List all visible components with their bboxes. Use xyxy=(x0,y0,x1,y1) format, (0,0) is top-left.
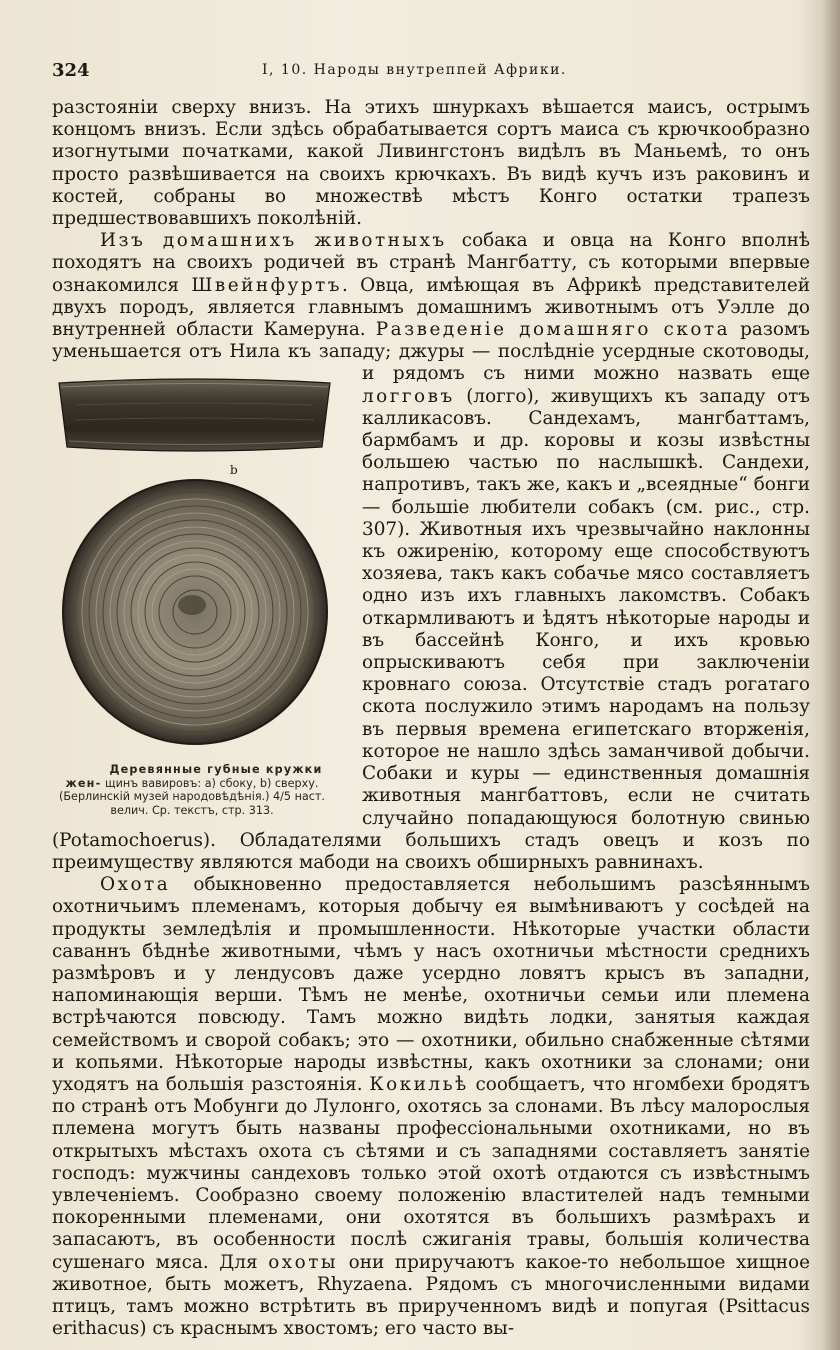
text-run: разомъ уменьшается отъ Нила къ западу; джуры — послѣдніе усердные скотоводы, и рядомъ съ ними можно назвать еще xyxy=(52,319,810,385)
page-number: 324 xyxy=(52,60,90,81)
caption-text: щинъ вавировъ: a) сбоку, b) сверху. (Берлинскій музей народовѣдѣнія.) 4/5 наст. велич. Ср. текстъ, стр. 313. xyxy=(59,776,325,817)
paragraph-1: разстояніи сверху внизъ. На этихъ шнуркахъ вѣшается маисъ, острымъ концомъ внизъ. Если здѣсь обрабатывается сортъ маиса съ крючкообразно изогнутыми початками, какой Ливингстонъ видѣлъ въ Маньемѣ, то онъ просто развѣшивается на своихъ крючкахъ. Въ видѣ кучъ изъ раковинъ и костей, собраны во множествѣ мѣстъ Конго остатки трапезъ предшествовавшихъ поколѣній. xyxy=(52,97,810,230)
emphasis-cattle-breeding: Разведеніе домашняго скота xyxy=(375,319,731,341)
emphasis-loggo: логговъ xyxy=(362,385,455,407)
lip-plug-side-view-image xyxy=(57,375,332,455)
text-run: . Овца, имѣющая въ Африкѣ представителей двухъ породъ, является главнымъ домашнимъ животнымъ отъ Уэлле до внутренней области Камеруна. xyxy=(52,274,810,341)
page-edge-shadow xyxy=(822,0,840,1350)
figure-lip-plugs xyxy=(52,365,342,821)
emphasis-hunting-2: охоты xyxy=(268,1251,339,1273)
caption-heading: Деревянные губные кружки жен- xyxy=(65,763,323,790)
emphasis-schweinfurth: Швейнфуртъ xyxy=(191,274,342,296)
page-header xyxy=(52,60,812,84)
emphasis-coquilhat: Кокильѣ xyxy=(369,1073,469,1095)
emphasis-domestic-animals: Изъ домашнихъ животныхъ xyxy=(100,230,447,252)
text-run: собака и овца на Конго вполнѣ походятъ на своихъ родичей въ странѣ Мангбатту, съ которыми впервые ознакомился xyxy=(52,230,810,296)
running-title: I, 10. Народы внутреппей Африки. xyxy=(262,62,567,78)
text-run: (логго), живущихъ къ западу отъ калликасовъ. Сандехамъ, мангбаттамъ, бармбамъ и др. коровы и козы извѣстны большею частью по наслышкѣ. Сандехи, напротивъ, такъ же, какъ и „всеядные“ бонги — большіе любители собакъ (см. рис., стр. 307). Животныя ихъ чрезвычайно наклонны къ ожиренію, которому еще способствуютъ хозяева, такъ какъ собачье мясо составляетъ одно изъ ихъ главныхъ лакомствъ. Собакъ откармливаютъ и ѣдятъ нѣкоторые народы и въ бассейнѣ Конго, и ихъ кровью опрыскиваютъ себя при заключеніи кровнаго союза. Отсутствіе стадъ рогатаго скота послужило этимъ народамъ на пользу въ первыя времена египетскаго вторженія, которое не нашло здѣсь заманчивой добычи. Собаки и куры — единственныя домашнія животныя мангбаттовъ, если не считать случайно попадающуюся болотную свинью (Potamochoerus). Обладателями большихъ стадъ овецъ и козъ по преимуществу являются мабоди на своихъ обширныхъ равнинахъ. xyxy=(52,385,810,873)
paragraph-2 xyxy=(52,230,810,874)
figure-caption xyxy=(52,763,332,817)
lip-plug-top-view-image xyxy=(60,477,330,747)
figure-label-b: b xyxy=(230,463,238,478)
paragraph-3 xyxy=(52,874,810,1340)
body-text xyxy=(52,97,810,1340)
emphasis-hunting: Охота xyxy=(100,874,171,896)
text-run: сообщаетъ, что нгомбехи бродятъ по странѣ отъ Мобунги до Лулонго, охотясь за слонами. Въ лѣсу малорослыя племена могутъ быть названы профессіональными охотниками, но въ открытыхъ мѣстахъ охота съ сѣтями и съ западнями составляетъ занятіе господъ: мужчины сандеховъ только этой охотѣ отдаются съ извѣстнымъ увлеченіемъ. Сообразно своему положенію властителей надъ темными покоренными племенами, они охотятся въ большихъ размѣрахъ и запасаютъ, въ особенности послѣ сжиганія травы, большія количества сушенаго мяса. Для xyxy=(52,1073,811,1273)
text-run: обыкновенно предоставляется небольшимъ разсѣяннымъ охотничьимъ племенамъ, которыя добычу ея вымѣниваютъ у сосѣдей на продукты земледѣлія и промышленности. Нѣкоторые участки области саваннъ бѣднѣе животными, чѣмъ у насъ охотничьи мѣстности среднихъ размѣровъ и у лендусовъ даже усердно ловятъ крысъ въ западни, напоминающія верши. Тѣмъ не менѣе, охотничьи семьи или племена встрѣчаются повсюду. Тамъ можно видѣть лодки, занятыя каждая семействомъ и сворой собакъ; это — охотники, обильно снабженные сѣтями и копьями. Нѣкоторые народы извѣстны, какъ охотники за слонами; они уходятъ на большія разстоянія. xyxy=(52,874,810,1095)
text-run: они приручаютъ какое-то небольшое хищное животное, быть можетъ, Rhyzaena. Рядомъ съ многочисленными видами птицъ, тамъ можно встрѣтить въ прирученномъ видѣ и попугая (Psittacus erithacus) съ краснымъ хвостомъ; его часто вы- xyxy=(52,1251,810,1340)
